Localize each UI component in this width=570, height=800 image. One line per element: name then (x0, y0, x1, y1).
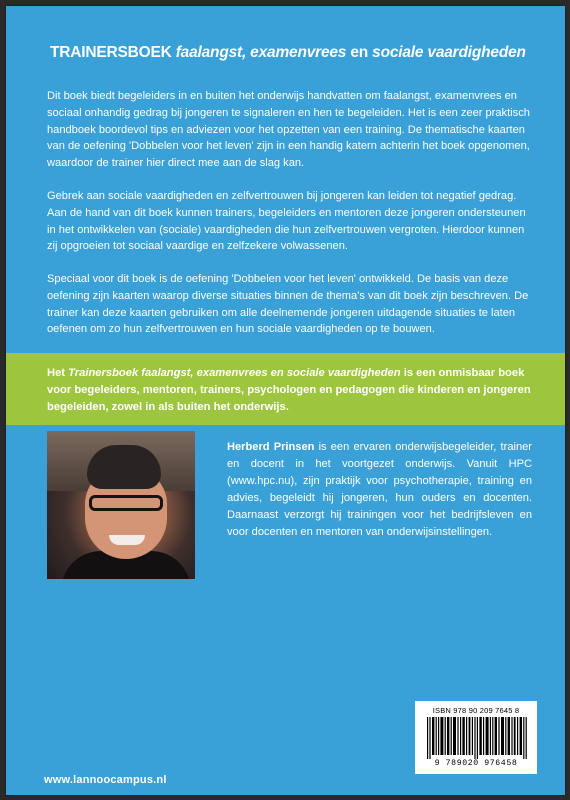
title-mid: en (350, 44, 369, 61)
highlight-book-title: Trainersboek faalangst, examenvrees en sociale vaardigheden (68, 367, 401, 379)
author-photo (47, 431, 195, 579)
book-title (50, 44, 530, 62)
back-cover (6, 6, 565, 795)
author-name: Herberd Prinsen (227, 441, 315, 453)
barcode-number: 9 789020 976458 (434, 759, 518, 768)
isbn-label: ISBN 978 90 209 7645 8 (432, 706, 520, 715)
title-italic-end: sociale vaardigheden (372, 44, 526, 61)
author-bio (227, 439, 532, 541)
publisher-website[interactable]: www.lannoocampus.nl (44, 774, 167, 786)
title-italic: faalangst, examenvrees (175, 44, 347, 61)
highlight-text (47, 365, 537, 416)
barcode (415, 701, 537, 774)
highlight-rest: is een onmisbaar boek voor begeleiders, mentoren, trainers, psychologen en pedagogen die kinderen en jongeren begeleiden, zowel in als buiten het onderwijs. (47, 367, 531, 413)
description-paragraph-2: Gebrek aan sociale vaardigheden en zelfvertrouwen bij jongeren kan leiden tot negatief gedrag. Aan de hand van dit boek kunnen trainers, begeleiders en mentoren deze jongeren ondersteunen in het ontwikkelen van (sociale) vaardigheden die hun zelfvertrouwen vergroten. Hierdoor kunnen zij opgroeien tot sociaal vaardige en zelfzekere volwassenen. (47, 190, 526, 253)
author-bio-text: is een ervaren onderwijsbegeleider, trainer en docent in het voortgezet onderwijs. Vanuit HPC (www.hpc.nu), zijn praktijk voor psychotherapie, training en advies, begeleidt hij jongeren, hun ouders en docenten. Daarnaast verzorgt hij trainingen voor het bedrijfsleven en voor docenten en mentoren van onderwijsinstellingen. (227, 441, 532, 538)
barcode-bars (427, 717, 527, 759)
title-bold: TRAINERSBOEK (50, 44, 172, 61)
description-paragraph-3: Speciaal voor dit boek is de oefening 'Dobbelen voor het leven' ontwikkeld. De basis van deze oefening zijn kaarten waarop diverse situaties binnen de thema's van dit boek zijn beschreven. De trainer kan deze kaarten gebruiken om alle deelnemende jongeren uitdagende situaties te laten oefenen om zo hun zelfvertrouwen en hun sociale vaardigheden op te bouwen. (47, 273, 529, 336)
highlight-prefix: Het (47, 367, 69, 379)
description-paragraph-1: Dit boek biedt begeleiders in en buiten het onderwijs handvatten om faalangst, examenvrees en sociaal onhandig gedrag bij jongeren te signaleren en hen te begeleiden. Het is een zeer praktisch handboek boordevol tips en adviezen voor het opzetten van een training. De thematische kaarten van de oefening 'Dobbelen voor het leven' zijn in een handig katern achterin het boek opgenomen, waardoor de trainer hier direct mee aan de slag kan. (47, 90, 530, 170)
highlight-band (6, 353, 565, 425)
